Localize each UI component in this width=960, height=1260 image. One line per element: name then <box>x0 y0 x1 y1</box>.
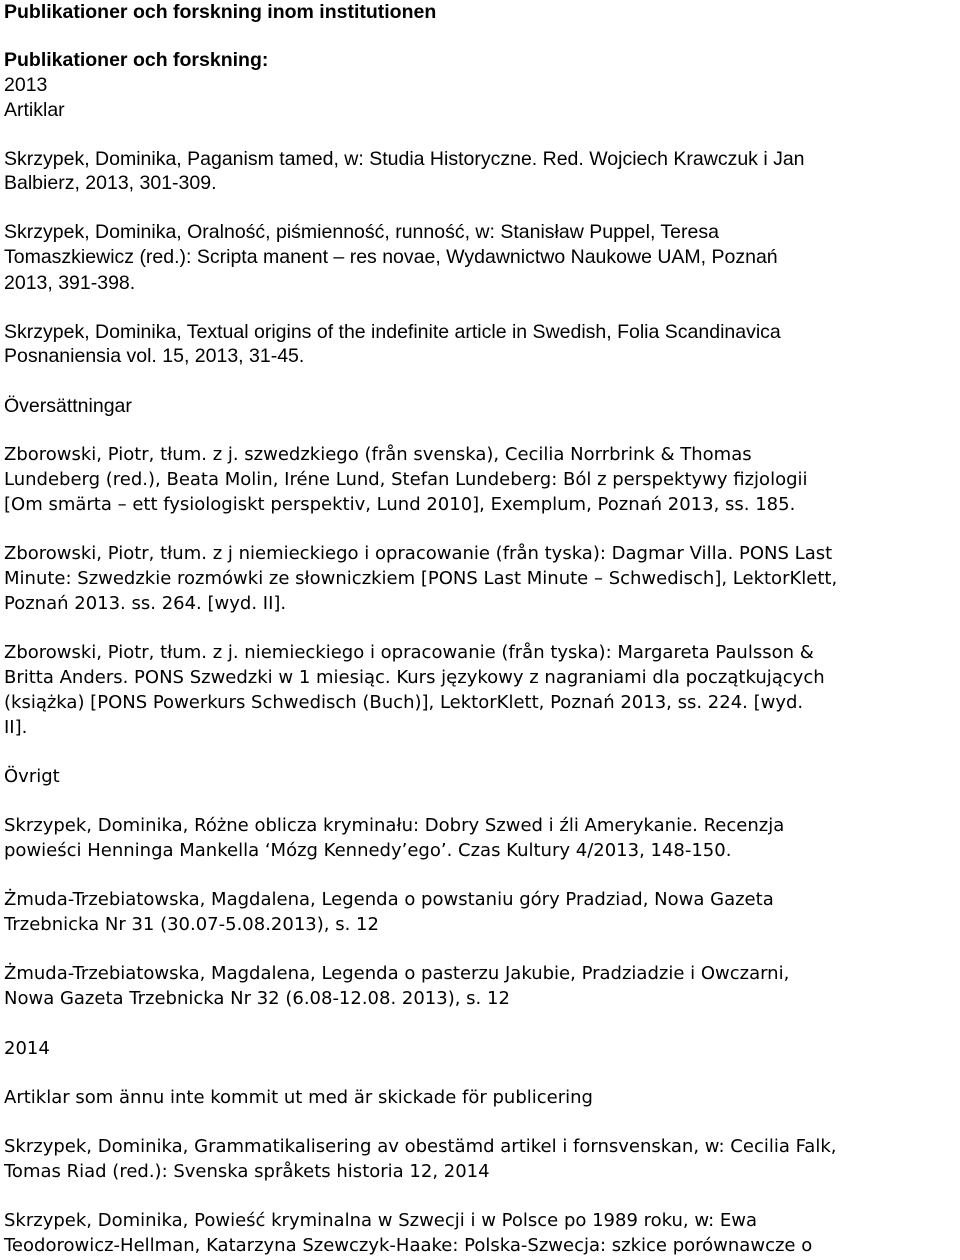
page-title: Publikationer och forskning inom institutionen <box>4 1 437 23</box>
entry-line: Skrzypek, Dominika, Textual origins of the indefinite article in Swedish, Folia Scandinavica <box>4 321 781 343</box>
entry-line: Teodorowicz-Hellman, Katarzyna Szewczyk-Haake: Polska-Szwecja: szkice porównawcze o <box>4 1235 813 1256</box>
section-heading-publications: Publikationer och forskning: <box>4 49 269 71</box>
year-heading-2013: 2013 <box>4 74 48 96</box>
entry-line: Skrzypek, Dominika, Paganism tamed, w: Studia Historyczne. Red. Wojciech Krawczuk i Jan <box>4 148 805 170</box>
entry-line: Balbierz, 2013, 301-309. <box>4 172 217 194</box>
entry-line: Zborowski, Piotr, tłum. z j. szwedzkiego (från svenska), Cecilia Norrbrink & Thomas <box>4 444 752 465</box>
entry-line: Posnaniensia vol. 15, 2013, 31-45. <box>4 345 305 367</box>
entry-line: (książka) [PONS Powerkurs Schwedisch (Buch)], LektorKlett, Poznań 2013, ss. 224. [wyd. <box>4 692 804 713</box>
entry-line: [Om smärta – ett fysiologiskt perspektiv, Lund 2010], Exemplum, Poznań 2013, ss. 185. <box>4 494 796 515</box>
entry-line: Zborowski, Piotr, tłum. z j. niemieckiego i opracowanie (från tyska): Margareta Paulsson & <box>4 642 814 663</box>
entry-line: Żmuda-Trzebiatowska, Magdalena, Legenda o powstaniu góry Pradziad, Nowa Gazeta <box>4 889 774 910</box>
entry-line: Minute: Szwedzkie rozmówki ze słowniczkiem [PONS Last Minute – Schwedisch], LektorKlett, <box>4 568 838 589</box>
entry-line: Skrzypek, Dominika, Grammatikalisering av obestämd artikel i fornsvenskan, w: Cecilia Falk, <box>4 1136 837 1157</box>
entry-line: Skrzypek, Dominika, Różne oblicza kryminału: Dobry Szwed i źli Amerykanie. Recenzja <box>4 815 785 836</box>
entry-line: 2013, 391-398. <box>4 272 136 294</box>
entry-line: Skrzypek, Dominika, Powieść kryminalna w Szwecji i w Polsce po 1989 roku, w: Ewa <box>4 1210 758 1231</box>
entry-line: Trzebnicka Nr 31 (30.07-5.08.2013), s. 12 <box>4 914 379 935</box>
entry-line: Nowa Gazeta Trzebnicka Nr 32 (6.08-12.08. 2013), s. 12 <box>4 988 510 1009</box>
section-heading-other: Övrigt <box>4 766 60 787</box>
section-heading-articles: Artiklar <box>4 99 65 121</box>
entry-line: Tomaszkiewicz (red.): Scripta manent – res novae, Wydawnictwo Naukowe UAM, Poznań <box>4 246 778 268</box>
entry-line: Poznań 2013. ss. 264. [wyd. II]. <box>4 593 287 614</box>
year-heading-2014: 2014 <box>4 1038 50 1059</box>
entry-line: Tomas Riad (red.): Svenska språkets historia 12, 2014 <box>4 1161 490 1182</box>
entry-line: Zborowski, Piotr, tłum. z j niemieckiego i opracowanie (från tyska): Dagmar Villa. PONS Last <box>4 543 833 564</box>
entry-line: Żmuda-Trzebiatowska, Magdalena, Legenda o pasterzu Jakubie, Pradziadzie i Owczarni, <box>4 963 790 984</box>
entry-line: powieści Henninga Mankella ‘Mózg Kennedy’ego’. Czas Kultury 4/2013, 148-150. <box>4 840 732 861</box>
section-heading-pending: Artiklar som ännu inte kommit ut med är skickade för publicering <box>4 1087 593 1108</box>
section-heading-translations: Översättningar <box>4 395 132 417</box>
entry-line: Skrzypek, Dominika, Oralność, piśmienność, runność, w: Stanisław Puppel, Teresa <box>4 221 719 243</box>
entry-line: Lundeberg (red.), Beata Molin, Iréne Lund, Stefan Lundeberg: Ból z perspektywy fizjologii <box>4 469 808 490</box>
entry-line: Britta Anders. PONS Szwedzki w 1 miesiąc. Kurs językowy z nagraniami dla początkujących <box>4 667 825 688</box>
entry-line: II]. <box>4 717 28 738</box>
